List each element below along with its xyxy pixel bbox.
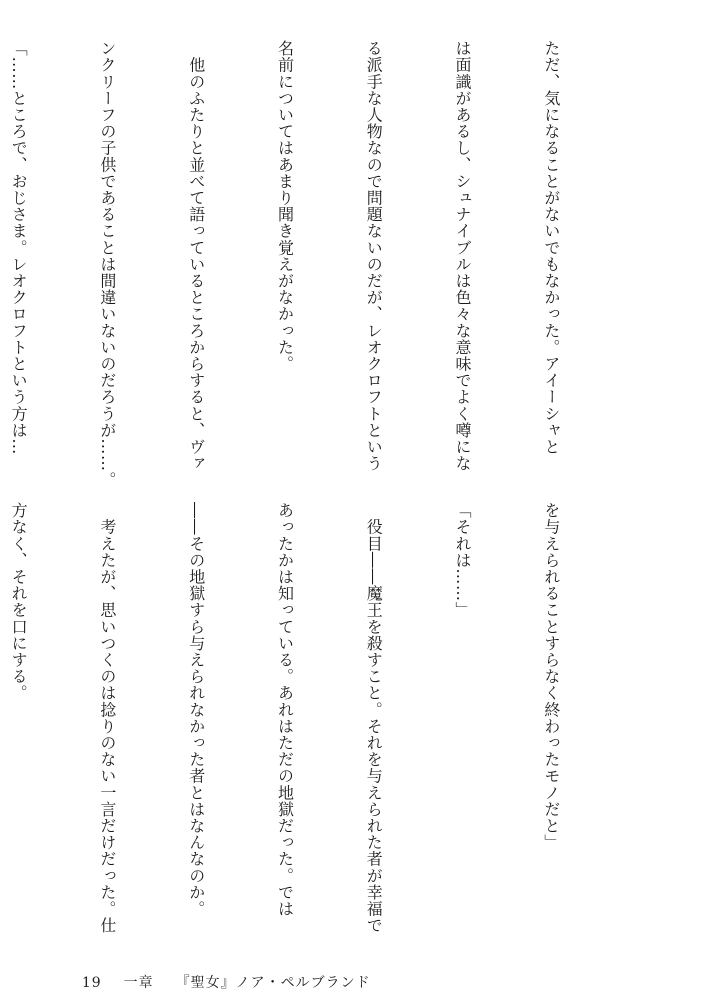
- text-column: ンクリーフの子供であることは間違いないのだろうが……。: [97, 40, 117, 489]
- chapter-label: 一章: [123, 975, 154, 991]
- text-column: る派手な人物なので問題ないのだが、レオクロフトという: [364, 40, 384, 472]
- text-column: 他のふたりと並べて語っているところからすると、ヴァ: [186, 40, 206, 472]
- text-block-lower: [9, 502, 625, 934]
- text-column: あったかは知っている。あれはただの地獄だった。では: [275, 502, 295, 917]
- text-column: 「……ところで、おじさま。レオクロフトという方は…: [9, 40, 29, 455]
- text-block-upper: [9, 40, 625, 489]
- text-column: を与えられることすらなく終わったモノだと」: [541, 502, 561, 851]
- page-footer: [60, 956, 393, 1008]
- running-title: 『聖女』ノア・ペルブランド: [175, 975, 371, 991]
- text-column: 名前についてはあまり聞き覚えがなかった。: [275, 40, 295, 372]
- page-number: 19: [81, 975, 102, 991]
- text-column: ――その地獄すら与えられなかった者とはなんなのか。: [186, 502, 206, 917]
- text-column: 考えたが、思いつくのは捻りのない一言だけだった。仕: [97, 502, 117, 934]
- text-column: ただ、気になることがないでもなかった。アイーシャと: [541, 40, 561, 455]
- text-column: 方なく、それを口にする。: [9, 502, 29, 702]
- text-column: 「それは……」: [453, 502, 473, 619]
- text-column: 役目――魔王を殺すこと。それを与えられた者が幸福で: [364, 502, 384, 934]
- text-column: は面識があるし、シュナイブルは色々な意味でよく噂にな: [453, 40, 473, 472]
